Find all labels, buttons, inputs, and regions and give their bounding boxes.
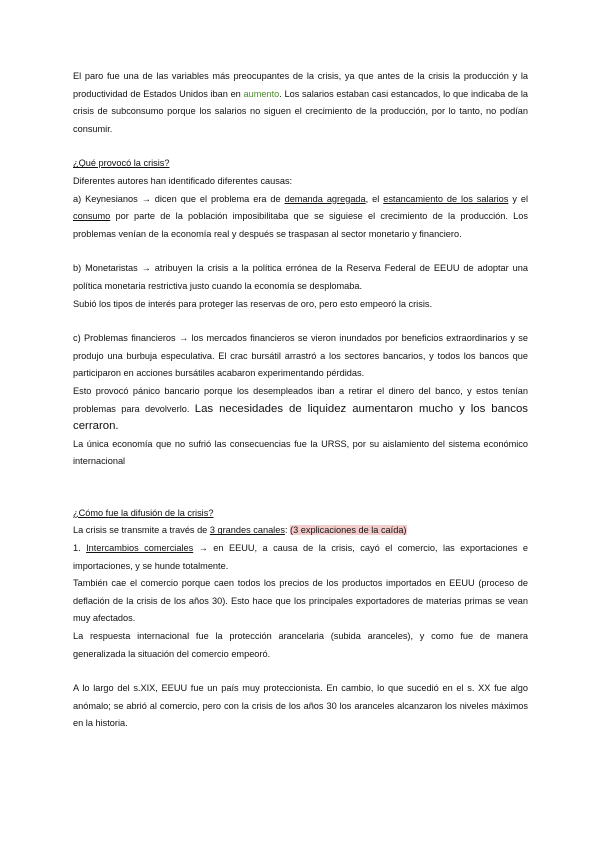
document-page bbox=[73, 68, 528, 733]
cause-keynesianos bbox=[73, 191, 528, 244]
heading-text: ¿Qué provocó la crisis? bbox=[73, 158, 170, 169]
cause-monetaristas-2: Subió los tipos de interés para proteger las reservas de oro, pero esto empeoró la crisis. bbox=[73, 298, 433, 309]
urss-paragraph: La única economía que no sufrió las consecuencias fue la URSS, por su aislamiento del sistema económico internacional bbox=[73, 438, 528, 467]
paragraph-paro bbox=[73, 68, 528, 138]
underlined-term: consumo bbox=[73, 211, 111, 222]
item-intercambios-2: También cae el comercio porque caen todos los precios de los productos importados en EEUU (proceso de deflación de la crisis de los años 30). Esto hace que los principales exportadores de materias primas se vean muy afectados. bbox=[73, 578, 528, 624]
highlight-aumento: aumento bbox=[243, 88, 280, 99]
text: , el bbox=[365, 193, 384, 204]
underlined-term: 3 grandes canales bbox=[209, 525, 285, 536]
text: El paro fue una de las variables más preocupantes de la crisis, ya que antes de la crisis la producción y la productividad de Estados Unidos iban en bbox=[73, 71, 528, 99]
canales-line bbox=[73, 522, 528, 540]
heading-que-provoco bbox=[73, 155, 528, 173]
intro-causas: Diferentes autores han identificado diferentes causas: bbox=[73, 175, 293, 186]
text: : bbox=[284, 525, 291, 536]
cause-panico-bancario bbox=[73, 383, 528, 436]
item-intercambios bbox=[73, 540, 528, 575]
text: . Los salarios estaban casi estancados, lo que indicaba de la crisis de subconsumo porque los salarios no siguen el crecimiento de la producción, por lo tanto, no podían consumir. bbox=[73, 88, 528, 134]
underlined-term: demanda agregada bbox=[284, 193, 366, 204]
text: Esto provocó pánico bancario porque los desempleados iban a retirar el dinero del banco, y estos tenían problemas para devolverlo. bbox=[73, 385, 528, 414]
text: por parte de la población imposibilitaba que se siguiese el crecimiento de la producción. Los problemas venían de la economía real y después se traspasan al sector monetario y financiero. bbox=[73, 211, 528, 239]
cause-problemas-financieros: c) Problemas financieros → los mercados financieros se vieron inundados por beneficios extraordinarios y se produjo una burbuja especulativa. El crac bursátil arrastró a los sectores bancarios, y todos los bancos que participaron en acciones bursátiles acabaron experimentando pérdidas. bbox=[73, 333, 528, 379]
item-intercambios-3: La respuesta internacional fue la protección arancelaria (subida aranceles), y como fue de manera generalizada la situación del comercio empeoró. bbox=[73, 631, 528, 659]
heading-text: ¿Cómo fue la difusión de la crisis? bbox=[73, 507, 214, 518]
underlined-term: estancamiento de los salarios bbox=[383, 193, 509, 204]
text: La crisis se transmite a través de bbox=[73, 525, 210, 536]
paragraph-proteccionismo: A lo largo del s.XIX, EEUU fue un país muy proteccionista. En cambio, lo que sucedió en el s. XX fue algo anómalo; se abrió al comercio, pero con la crisis de los años 30 los aranceles alcanzaron los niveles máximos en la historia. bbox=[73, 683, 528, 729]
text: y el bbox=[508, 193, 528, 204]
heading-como-fue bbox=[73, 505, 528, 523]
text: → en EEUU, a causa de la crisis, cayó el comercio, las exportaciones e importaciones, y se hunde totalmente. bbox=[73, 543, 528, 571]
text: 1. bbox=[73, 543, 87, 554]
text: a) Keynesianos → dicen que el problema era de bbox=[73, 193, 285, 204]
underlined-term: Intercambios comerciales bbox=[86, 543, 194, 554]
cause-monetaristas: b) Monetaristas → atribuyen la crisis a la política errónea de la Reserva Federal de EEUU de adoptar una política monetaria restrictiva justo cuando la economía se desplomaba. bbox=[73, 263, 528, 291]
large-text: Las necesidades de liquidez aumentaron mucho y los bancos cerraron. bbox=[73, 402, 528, 433]
highlighted-note: (3 explicaciones de la caída) bbox=[290, 525, 407, 536]
